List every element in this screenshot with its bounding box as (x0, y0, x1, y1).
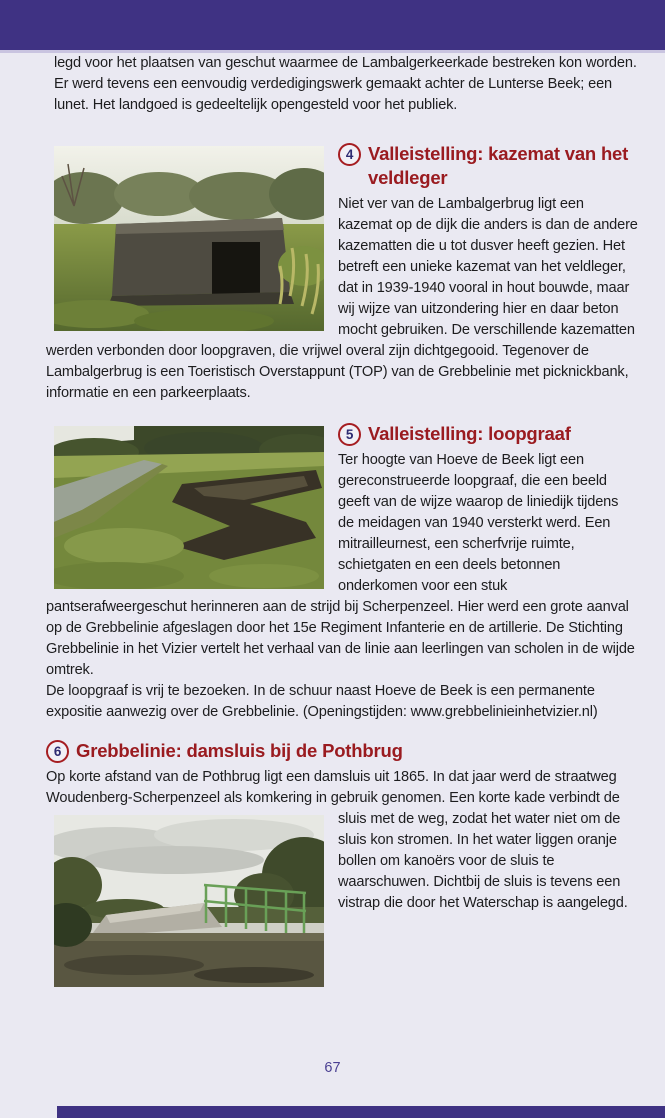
damsluis-photo-illustration (54, 815, 324, 987)
section-loopgraaf (46, 422, 638, 723)
page-content (46, 53, 638, 993)
page-number: 67 (324, 1060, 341, 1076)
section-loopgraaf-body: Ter hoogte van Hoeve de Beek ligt een gereconstrueerde loopgraaf, die een beeld geeft van de wijze waarop de liniedijk tijdens de meidagen van 1940 versterkt werd. Een mitrailleurnest, een scherfvrije ruimte, schietgaten en een deels betonnen onderkomen voor een stuk pantserafweergeschut herinneren aan de strijd bij Scherpenzeel. Hier werd een grote aanval op de Grebbelinie afgeslagen door het 15e Regiment Infanterie en de artillerie. De Stichting Grebbelinie in het Vizier vertelt het verhaal van de linie aan leerlingen van scholen in de wijde omtrek. (46, 452, 635, 678)
section-number-badge: 6 (46, 740, 69, 763)
photo-loopgraaf (54, 426, 324, 589)
photo-damsluis (54, 815, 324, 987)
section-loopgraaf-heading (338, 422, 638, 446)
section-number-badge: 4 (338, 143, 361, 166)
section-number-badge: 5 (338, 423, 361, 446)
section-kazemat (46, 142, 638, 404)
loopgraaf-photo-illustration (54, 426, 324, 589)
section-damsluis-body-intro: Op korte afstand van de Pothbrug ligt een damsluis uit 1865. In dat jaar werd de straatweg Woudenberg-Scherpenzeel als komkering in gebruik genomen. Een korte kade verbindt de (46, 769, 620, 806)
intro-paragraph: legd voor het plaatsen van geschut waarmee de Lambalgerkeerkade bestreken kon worden. Er werd tevens een eenvoudig verdedigingswerk gemaakt achter de Lunterse Beek; een lunet. Het landgoed is gedeeltelijk opengesteld voor het publiek. (54, 55, 637, 113)
section-damsluis-title: Grebbelinie: damsluis bij de Pothbrug (76, 740, 403, 761)
section-damsluis (46, 739, 638, 914)
header-bar (0, 0, 665, 53)
photo-kazemat (54, 146, 324, 331)
section-loopgraaf-body2: De loopgraaf is vrij te bezoeken. In de schuur naast Hoeve de Beek is een permanente expositie aanwezig over de Grebbelinie. (Openingstijden: www.grebbelinieinhetvizier.nl) (46, 683, 598, 720)
section-loopgraaf-title: Valleistelling: loopgraaf (368, 423, 571, 444)
section-kazemat-heading (338, 142, 638, 190)
section-kazemat-title: Valleistelling: kazemat van het veldleger (368, 143, 629, 188)
section-damsluis-body: sluis met de weg, zodat het water niet om de sluis kon stromen. In het water liggen oranje bollen om kanoërs voor de sluis te waarschuwen. Dichtbij de sluis is tevens een vistrap die door het Waterschap is aangelegd. (338, 811, 628, 911)
kazemat-photo-illustration (54, 146, 324, 331)
section-damsluis-heading (46, 739, 638, 763)
footer-bar (57, 1106, 665, 1118)
section-kazemat-body: Niet ver van de Lambalgerbrug ligt een kazemat op de dijk die anders is dan de andere kazematten die u tot dusver heeft gezien. Het betreft een unieke kazemat van het veldleger, dat in 1939-1940 vooral in hout bouwde, maar wij wijze van uitzondering hier en daar beton mocht gebruiken. De verschillende kazematten werden verbonden door loopgraven, die vrijwel overal zijn dichtgegooid. Tegenover de Lambalgerbrug is een Toeristisch Overstappunt (TOP) van de Grebbelinie met picknickbank, informatie en een parkeerplaats. (46, 196, 638, 401)
